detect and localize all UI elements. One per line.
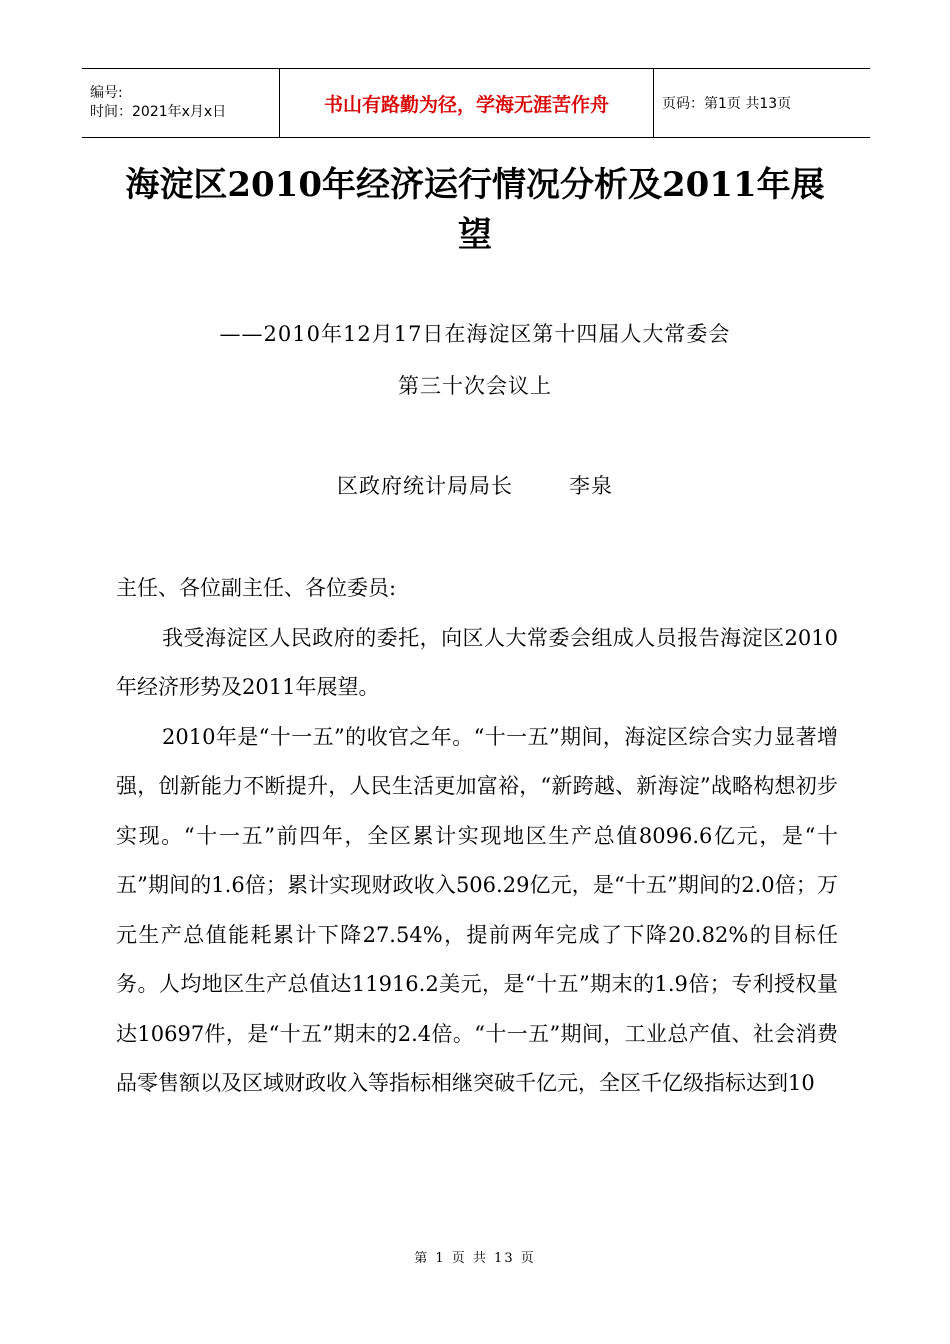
document-title [100, 160, 850, 260]
author-name: 李泉 [569, 474, 613, 498]
paragraph-1: 我受海淀区人民政府的委托，向区人大常委会组成人员报告海淀区2010年经济形势及2011年展望。 [116, 625, 838, 699]
title-line-2: 望 [458, 215, 492, 255]
header-page-info: 页码：第1页 共13页 [662, 96, 792, 112]
author-title: 区政府统计局局长 [337, 474, 513, 498]
header-meta [82, 69, 280, 137]
paragraph-2: 2010年是“十一五”的收官之年。“十一五”期间，海淀区综合实力显著增强，创新能力不断提升，人民生活更加富裕，“新跨越、新海淀”战略构想初步实现。“十一五”前四年，全区累计实现地区生产总值8096.6亿元，是“十五”期间的1.6倍；累计实现财政收入506.29亿元，是“十五”期间的2.0倍；万元生产总值能耗累计下降27.54%，提前两年完成了下降20.82%的目标任务。人均地区生产总值达11916.2美元，是“十五”期末的1.9倍；专利授权量达10697件，是“十五”期末的2.4倍。“十一五”期间，工业总产值、社会消费品零售额以及区域财政收入等指标相继突破千亿元，全区千亿级指标达到10 [116, 724, 838, 1095]
salutation: 主任、各位副主任、各位委员: [116, 576, 397, 600]
document-number-label: 编号: [90, 85, 123, 101]
header-motto-cell [280, 69, 654, 137]
page-footer: 第 1 页 共 13 页 [414, 1251, 536, 1266]
document-body [116, 564, 838, 1109]
page-header [82, 68, 870, 138]
header-motto: 书山有路勤为径，学海无涯苦作舟 [323, 93, 609, 116]
author-line [0, 470, 950, 500]
title-line-1: 海淀区2010年经济运行情况分析及2011年展 [125, 165, 825, 205]
subtitle-line-2: 第三十次会议上 [398, 374, 552, 398]
header-page-cell [654, 69, 870, 137]
document-time-label: 时间：2021年x月x日 [90, 104, 227, 120]
subtitle-line-1: ——2010年12月17日在海淀区第十四届人大常委会 [219, 322, 731, 346]
